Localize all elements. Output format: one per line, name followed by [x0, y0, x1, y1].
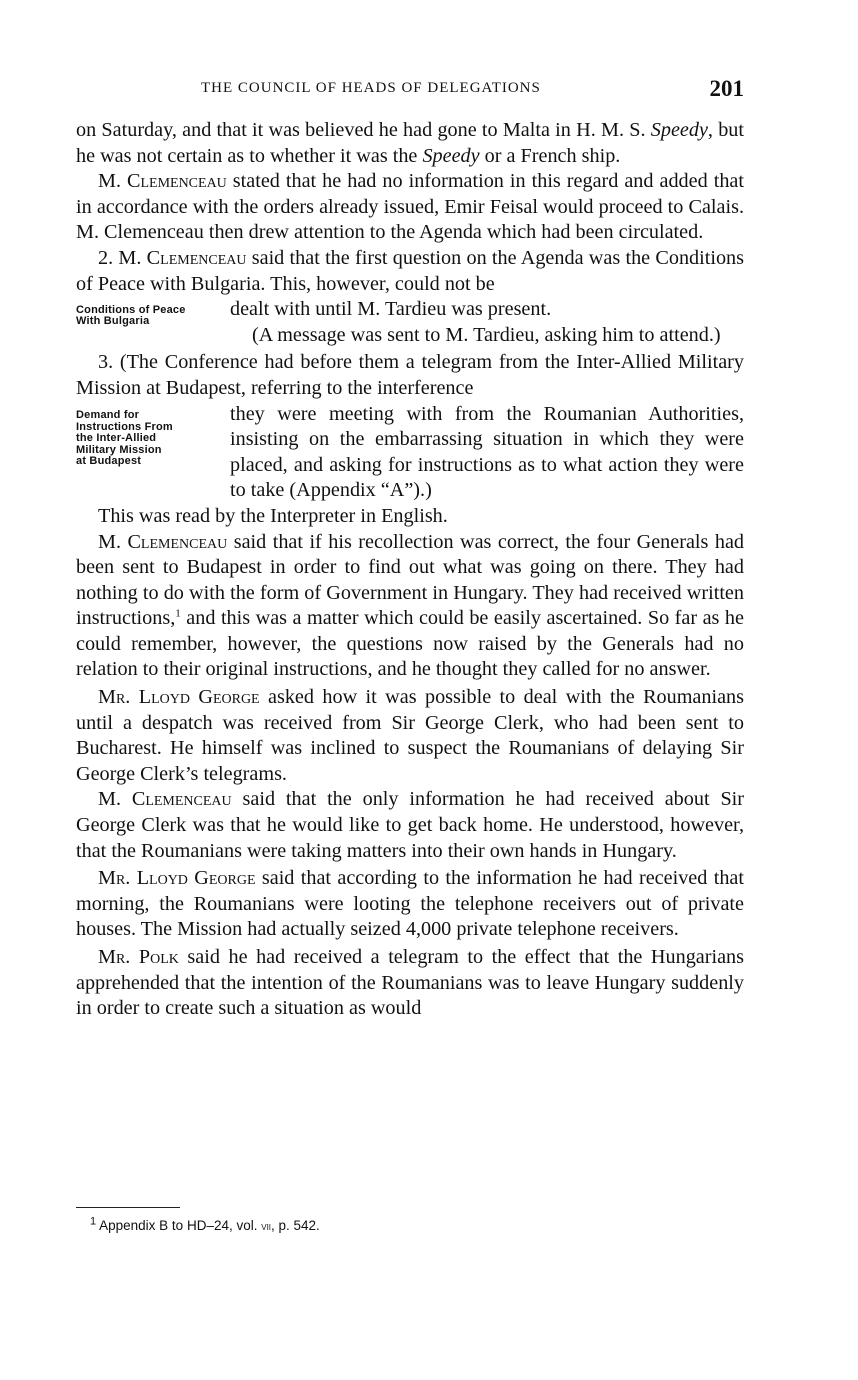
footnote-mark: 1 — [90, 1215, 97, 1228]
paragraph-message-tardieu: (A message was sent to M. Tardieu, asking him to attend.) — [252, 323, 721, 346]
speaker-name: Mr. Lloyd George — [98, 686, 260, 709]
page-body — [76, 118, 744, 1022]
speaker-name: Mr. Lloyd George — [98, 867, 256, 890]
footnote-divider — [76, 1207, 180, 1208]
paragraph-clemenceau-feisal: M. Clemenceau stated that he had no information in this regard and added that in accordance with the orders already issued, Emir Feisal would proceed to Calais. M. Clemenceau then drew attention to the Agenda which had been circulated. — [76, 170, 744, 244]
paragraph-clemenceau-generals: M. Clemenceau said that if his recollection was correct, the four Generals had been sent to Budapest in order to find out what was going on there. They had nothing to do with the form of Government in Hungary. They had received written instructions,$^1$ and this was a matter which could be easily ascertained. So far as he could remember, however, the questions now raised by the Generals had no relation to their original instructions, and he thought they called for no answer. — [76, 530, 744, 681]
paragraph-item-2-continued: dealt with until M. Tardieu was present. — [230, 298, 552, 321]
margin-note-demand-for-instructions: Demand for Instructions From the Inter-Allied Military Mission at Budapest — [76, 409, 173, 468]
speaker-name: M. Clemenceau — [98, 170, 227, 193]
volume-numeral: vii — [261, 1219, 272, 1233]
paragraph-lloyd-george-looting: Mr. Lloyd George said that according to the information he had received that morning, the Roumanians were looting the telephone receivers out of private houses. The Mission had actually seized 4,000 private telephone receivers. — [76, 867, 744, 941]
paragraph-item-3: 3. (The Conference had before them a telegram from the Inter-Allied Military Mission at Budapest, referring to the interference — [76, 351, 744, 399]
footnote-reference: 1 — [175, 607, 181, 620]
margin-note-conditions-of-peace: Conditions of Peace With Bulgaria — [76, 303, 186, 328]
paragraph-lloyd-george-despatch: Mr. Lloyd George asked how it was possible to deal with the Roumanians until a despatch was received from Sir George Clerk, who had been sent to Bucharest. He himself was inclined to suspect the Roumanians of delaying Sir George Clerk’s telegrams. — [76, 686, 744, 785]
ship-name: Speedy — [650, 119, 708, 141]
paragraph-clemenceau-clerk: M. Clemenceau said that the only information he had received about Sir George Clerk was that he would like to get back home. He understood, however, that the Roumanians were taking matters into their own hands in Hungary. — [76, 788, 745, 862]
page-number: 201 — [709, 76, 744, 101]
speaker-name: M. Clemenceau — [98, 530, 228, 553]
item-2-block — [76, 246, 744, 348]
speaker-name: M. Clemenceau — [98, 788, 232, 811]
speaker-name: M. Clemenceau — [118, 246, 247, 269]
paragraph-item-3-continued: they were meeting with from the Roumanian Authorities, insisting on the embarrassing situation in which they were placed, and asking for instructions as to what action they were to take (Appendix “A”).) — [230, 402, 744, 502]
paragraph-item-2: 2. M. Clemenceau said that the first question on the Agenda was the Conditions of Peace with Bulgaria. This, however, could not be — [76, 246, 745, 295]
paragraph-continuation: on Saturday, and that it was believed he had gone to Malta in H. M. S. Speedy, but he was not certain as to whether it was the Speedy or a French ship. — [76, 119, 745, 167]
running-head: THE COUNCIL OF HEADS OF DELEGATIONS — [201, 80, 541, 96]
item-3-block — [76, 350, 744, 504]
paragraph-polk-telegram: Mr. Polk said he had received a telegram to the effect that the Hungarians apprehended that the intention of the Roumanians was to leave Hungary suddenly in order to create such a situation as would — [76, 946, 744, 1020]
speaker-name: Mr. Polk — [98, 946, 179, 968]
page-header — [76, 76, 744, 104]
footnote: $^1$ Appendix B to HD–24, vol. vii, p. 542. — [90, 1215, 320, 1233]
paragraph-interpreter: This was read by the Interpreter in English. — [98, 504, 448, 527]
ship-name: Speedy — [422, 144, 480, 167]
